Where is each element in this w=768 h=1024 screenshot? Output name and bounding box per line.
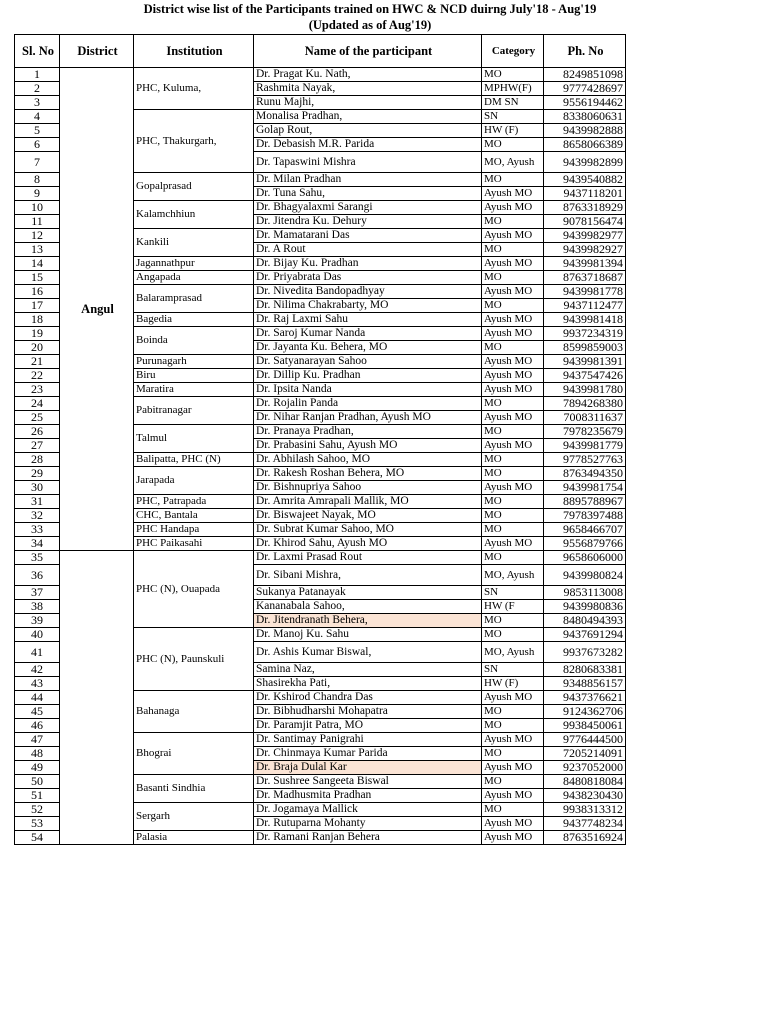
phone-cell: 8338060631 (544, 110, 626, 124)
sl-no-cell: 39 (15, 614, 60, 628)
phone-cell: 9437748234 (544, 817, 626, 831)
category-cell: Ayush MO (482, 789, 544, 803)
participant-name-cell: Dr. Kshirod Chandra Das (254, 691, 482, 705)
table-body (15, 68, 626, 845)
sl-no-cell: 19 (15, 327, 60, 341)
participant-name-cell: Dr. Jayanta Ku. Behera, MO (254, 341, 482, 355)
category-cell: HW (F) (482, 677, 544, 691)
phone-cell: 9438230430 (544, 789, 626, 803)
sl-no-cell: 31 (15, 495, 60, 509)
category-cell: MO (482, 243, 544, 257)
category-cell: HW (F (482, 600, 544, 614)
sl-no-cell: 49 (15, 761, 60, 775)
sl-no-cell: 28 (15, 453, 60, 467)
sl-no-cell: 26 (15, 425, 60, 439)
institution-cell: Jagannathpur (134, 257, 254, 271)
phone-cell: 9437112477 (544, 299, 626, 313)
category-cell: MO (482, 719, 544, 733)
category-cell: MO, Ayush (482, 565, 544, 586)
participant-name-cell: Dr. Rutuparna Mohanty (254, 817, 482, 831)
participant-name-cell: Dr. Khirod Sahu, Ayush MO (254, 537, 482, 551)
phone-cell: 9439982888 (544, 124, 626, 138)
participant-name-cell: Dr. Milan Pradhan (254, 173, 482, 187)
category-cell: Ayush MO (482, 229, 544, 243)
phone-cell: 9439982977 (544, 229, 626, 243)
participant-name-cell: Shasirekha Pati, (254, 677, 482, 691)
sl-no-cell: 35 (15, 551, 60, 565)
institution-cell: PHC, Thakurgarh, (134, 110, 254, 173)
category-cell: MO (482, 397, 544, 411)
sl-no-cell: 16 (15, 285, 60, 299)
district-cell: Angul (60, 68, 134, 551)
institution-cell: Kankili (134, 229, 254, 257)
sl-no-cell: 7 (15, 152, 60, 173)
sl-no-cell: 1 (15, 68, 60, 82)
participant-name-cell: Dr. Biswajeet Nayak, MO (254, 509, 482, 523)
category-cell: MO (482, 705, 544, 719)
sl-no-cell: 30 (15, 481, 60, 495)
participant-name-cell: Dr. Abhilash Sahoo, MO (254, 453, 482, 467)
institution-cell: Balipatta, PHC (N) (134, 453, 254, 467)
phone-cell: 8763516924 (544, 831, 626, 845)
phone-cell: 8763318929 (544, 201, 626, 215)
phone-cell: 9439981778 (544, 285, 626, 299)
phone-cell: 8249851098 (544, 68, 626, 82)
institution-cell: Basanti Sindhia (134, 775, 254, 803)
participant-name-cell: Dr. Mamatarani Das (254, 229, 482, 243)
participant-name-cell: Dr. Tuna Sahu, (254, 187, 482, 201)
sl-no-cell: 24 (15, 397, 60, 411)
participant-name-cell: Dr. Chinmaya Kumar Parida (254, 747, 482, 761)
institution-cell: PHC (N), Ouapada (134, 551, 254, 628)
sl-no-cell: 2 (15, 82, 60, 96)
participant-name-cell: Dr. Prabasini Sahu, Ayush MO (254, 439, 482, 453)
category-cell: DM SN (482, 96, 544, 110)
sl-no-cell: 29 (15, 467, 60, 481)
header-phone: Ph. No (544, 35, 626, 68)
sl-no-cell: 42 (15, 663, 60, 677)
category-cell: MO (482, 614, 544, 628)
category-cell: MPHW(F) (482, 82, 544, 96)
category-cell: Ayush MO (482, 257, 544, 271)
category-cell: Ayush MO (482, 831, 544, 845)
sl-no-cell: 38 (15, 600, 60, 614)
institution-cell: Pabitranagar (134, 397, 254, 425)
institution-cell: Boinda (134, 327, 254, 355)
table-row (15, 68, 626, 82)
category-cell: Ayush MO (482, 733, 544, 747)
category-cell: MO, Ayush (482, 642, 544, 663)
institution-cell: Maratira (134, 383, 254, 397)
phone-cell: 9853113008 (544, 586, 626, 600)
participant-name-cell: Monalisa Pradhan, (254, 110, 482, 124)
phone-cell: 9124362706 (544, 705, 626, 719)
sl-no-cell: 20 (15, 341, 60, 355)
sl-no-cell: 18 (15, 313, 60, 327)
participant-name-cell: Dr. Madhusmita Pradhan (254, 789, 482, 803)
category-cell: Ayush MO (482, 439, 544, 453)
category-cell: Ayush MO (482, 383, 544, 397)
header-district: District (60, 35, 134, 68)
category-cell: MO (482, 453, 544, 467)
phone-cell: 8480494393 (544, 614, 626, 628)
phone-cell: 8763718687 (544, 271, 626, 285)
category-cell: SN (482, 586, 544, 600)
phone-cell: 8763494350 (544, 467, 626, 481)
phone-cell: 9437376621 (544, 691, 626, 705)
title-line-1: District wise list of the Participants trained on HWC & NCD duirng July'18 - Aug'19 (143, 2, 597, 16)
phone-cell: 8658066389 (544, 138, 626, 152)
participant-name-cell: Dr. Nihar Ranjan Pradhan, Ayush MO (254, 411, 482, 425)
phone-cell: 9938450061 (544, 719, 626, 733)
participant-name-cell: Dr. Subrat Kumar Sahoo, MO (254, 523, 482, 537)
phone-cell: 9078156474 (544, 215, 626, 229)
sl-no-cell: 25 (15, 411, 60, 425)
participant-name-cell: Dr. Santimay Panigrahi (254, 733, 482, 747)
category-cell: Ayush MO (482, 411, 544, 425)
phone-cell: 9658466707 (544, 523, 626, 537)
category-cell: Ayush MO (482, 313, 544, 327)
category-cell: Ayush MO (482, 691, 544, 705)
participant-name-cell: Dr. Pragat Ku. Nath, (254, 68, 482, 82)
category-cell: MO (482, 425, 544, 439)
participant-name-cell: Sukanya Patanayak (254, 586, 482, 600)
category-cell: Ayush MO (482, 817, 544, 831)
participant-name-cell: Dr. Saroj Kumar Nanda (254, 327, 482, 341)
category-cell: Ayush MO (482, 481, 544, 495)
header-category: Category (482, 35, 544, 68)
participant-name-cell: Dr. Raj Laxmi Sahu (254, 313, 482, 327)
participant-name-cell: Dr. Braja Dulal Kar (254, 761, 482, 775)
sl-no-cell: 34 (15, 537, 60, 551)
participant-name-cell: Runu Majhi, (254, 96, 482, 110)
participant-name-cell: Dr. Sushree Sangeeta Biswal (254, 775, 482, 789)
header-participant-name: Name of the participant (254, 35, 482, 68)
institution-cell: Purunagarh (134, 355, 254, 369)
institution-cell: PHC, Patrapada (134, 495, 254, 509)
participant-name-cell: Dr. Amrita Amrapali Mallik, MO (254, 495, 482, 509)
sl-no-cell: 50 (15, 775, 60, 789)
participant-name-cell: Dr. Manoj Ku. Sahu (254, 628, 482, 642)
phone-cell: 9439981754 (544, 481, 626, 495)
phone-cell: 9439980836 (544, 600, 626, 614)
institution-cell: Bahanaga (134, 691, 254, 733)
phone-cell: 9937234319 (544, 327, 626, 341)
sl-no-cell: 46 (15, 719, 60, 733)
category-cell: MO (482, 341, 544, 355)
phone-cell: 9776444500 (544, 733, 626, 747)
category-cell: MO (482, 173, 544, 187)
institution-cell: Palasia (134, 831, 254, 845)
participant-name-cell: Kananabala Sahoo, (254, 600, 482, 614)
participant-name-cell: Dr. A Rout (254, 243, 482, 257)
sl-no-cell: 27 (15, 439, 60, 453)
phone-cell: 9439981780 (544, 383, 626, 397)
participant-name-cell: Dr. Ipsita Nanda (254, 383, 482, 397)
participant-name-cell: Dr. Sibani Mishra, (254, 565, 482, 586)
sl-no-cell: 51 (15, 789, 60, 803)
institution-cell: PHC Paikasahi (134, 537, 254, 551)
category-cell: MO (482, 803, 544, 817)
category-cell: Ayush MO (482, 327, 544, 341)
sl-no-cell: 3 (15, 96, 60, 110)
institution-cell: Bhograi (134, 733, 254, 775)
category-cell: MO (482, 523, 544, 537)
sl-no-cell: 13 (15, 243, 60, 257)
phone-cell: 8895788967 (544, 495, 626, 509)
sl-no-cell: 5 (15, 124, 60, 138)
sl-no-cell: 22 (15, 369, 60, 383)
participant-name-cell: Samina Naz, (254, 663, 482, 677)
category-cell: SN (482, 663, 544, 677)
table-row (15, 551, 626, 565)
participant-name-cell: Dr. Rakesh Roshan Behera, MO (254, 467, 482, 481)
sl-no-cell: 44 (15, 691, 60, 705)
category-cell: MO (482, 138, 544, 152)
institution-cell: PHC Handapa (134, 523, 254, 537)
category-cell: MO (482, 628, 544, 642)
category-cell: MO (482, 551, 544, 565)
institution-cell: Jarapada (134, 467, 254, 495)
phone-cell: 9348856157 (544, 677, 626, 691)
phone-cell: 7008311637 (544, 411, 626, 425)
sl-no-cell: 8 (15, 173, 60, 187)
sl-no-cell: 4 (15, 110, 60, 124)
sl-no-cell: 23 (15, 383, 60, 397)
category-cell: MO (482, 68, 544, 82)
participant-name-cell: Dr. Ramani Ranjan Behera (254, 831, 482, 845)
participant-name-cell: Dr. Rojalin Panda (254, 397, 482, 411)
phone-cell: 9439981418 (544, 313, 626, 327)
phone-cell: 9439981394 (544, 257, 626, 271)
participant-name-cell: Dr. Ashis Kumar Biswal, (254, 642, 482, 663)
institution-cell: Sergarh (134, 803, 254, 831)
sl-no-cell: 53 (15, 817, 60, 831)
document-title (60, 1, 680, 33)
category-cell: Ayush MO (482, 761, 544, 775)
participant-name-cell: Dr. Laxmi Prasad Rout (254, 551, 482, 565)
category-cell: HW (F) (482, 124, 544, 138)
phone-cell: 9556194462 (544, 96, 626, 110)
sl-no-cell: 17 (15, 299, 60, 313)
phone-cell: 9439982899 (544, 152, 626, 173)
category-cell: Ayush MO (482, 369, 544, 383)
phone-cell: 9777428697 (544, 82, 626, 96)
sl-no-cell: 32 (15, 509, 60, 523)
participant-name-cell: Dr. Jitendranath Behera, (254, 614, 482, 628)
institution-cell: Balaramprasad (134, 285, 254, 313)
phone-cell: 9556879766 (544, 537, 626, 551)
sl-no-cell: 47 (15, 733, 60, 747)
category-cell: MO (482, 271, 544, 285)
participant-name-cell: Dr. Tapaswini Mishra (254, 152, 482, 173)
sl-no-cell: 45 (15, 705, 60, 719)
sl-no-cell: 52 (15, 803, 60, 817)
phone-cell: 9439982927 (544, 243, 626, 257)
sl-no-cell: 6 (15, 138, 60, 152)
phone-cell: 9439981779 (544, 439, 626, 453)
category-cell: MO (482, 299, 544, 313)
participant-name-cell: Dr. Dillip Ku. Pradhan (254, 369, 482, 383)
phone-cell: 8599859003 (544, 341, 626, 355)
category-cell: MO (482, 775, 544, 789)
sl-no-cell: 14 (15, 257, 60, 271)
category-cell: MO (482, 495, 544, 509)
phone-cell: 9439980824 (544, 565, 626, 586)
phone-cell: 9439981391 (544, 355, 626, 369)
participant-name-cell: Dr. Nilima Chakrabarty, MO (254, 299, 482, 313)
sl-no-cell: 10 (15, 201, 60, 215)
phone-cell: 9437691294 (544, 628, 626, 642)
category-cell: Ayush MO (482, 201, 544, 215)
institution-cell: Biru (134, 369, 254, 383)
institution-cell: CHC, Bantala (134, 509, 254, 523)
institution-cell: PHC, Kuluma, (134, 68, 254, 110)
category-cell: Ayush MO (482, 187, 544, 201)
institution-cell: PHC (N), Paunskuli (134, 628, 254, 691)
phone-cell: 7205214091 (544, 747, 626, 761)
participant-name-cell: Dr. Bibhudharshi Mohapatra (254, 705, 482, 719)
participant-name-cell: Dr. Jogamaya Mallick (254, 803, 482, 817)
sl-no-cell: 15 (15, 271, 60, 285)
sl-no-cell: 41 (15, 642, 60, 663)
phone-cell: 7978235679 (544, 425, 626, 439)
phone-cell: 9439540882 (544, 173, 626, 187)
phone-cell: 9778527763 (544, 453, 626, 467)
phone-cell: 8280683381 (544, 663, 626, 677)
category-cell: MO (482, 509, 544, 523)
participant-name-cell: Dr. Satyanarayan Sahoo (254, 355, 482, 369)
sl-no-cell: 12 (15, 229, 60, 243)
phone-cell: 9237052000 (544, 761, 626, 775)
sl-no-cell: 36 (15, 565, 60, 586)
institution-cell: Angapada (134, 271, 254, 285)
sl-no-cell: 33 (15, 523, 60, 537)
category-cell: Ayush MO (482, 537, 544, 551)
sl-no-cell: 37 (15, 586, 60, 600)
phone-cell: 8480818084 (544, 775, 626, 789)
institution-cell: Bagedia (134, 313, 254, 327)
category-cell: MO, Ayush (482, 152, 544, 173)
sl-no-cell: 54 (15, 831, 60, 845)
phone-cell: 7894268380 (544, 397, 626, 411)
participants-table (14, 34, 626, 845)
sl-no-cell: 9 (15, 187, 60, 201)
header-row (15, 35, 626, 68)
category-cell: Ayush MO (482, 355, 544, 369)
category-cell: MO (482, 747, 544, 761)
phone-cell: 9437118201 (544, 187, 626, 201)
institution-cell: Talmul (134, 425, 254, 453)
category-cell: Ayush MO (482, 285, 544, 299)
phone-cell: 9658606000 (544, 551, 626, 565)
sl-no-cell: 11 (15, 215, 60, 229)
participant-name-cell: Dr. Paramjit Patra, MO (254, 719, 482, 733)
sl-no-cell: 21 (15, 355, 60, 369)
participant-name-cell: Dr. Bhagyalaxmi Sarangi (254, 201, 482, 215)
category-cell: SN (482, 110, 544, 124)
sl-no-cell: 43 (15, 677, 60, 691)
participant-name-cell: Rashmita Nayak, (254, 82, 482, 96)
participant-name-cell: Golap Rout, (254, 124, 482, 138)
phone-cell: 7978397488 (544, 509, 626, 523)
participant-name-cell: Dr. Nivedita Bandopadhyay (254, 285, 482, 299)
header-institution: Institution (134, 35, 254, 68)
title-line-2: (Updated as of Aug'19) (308, 18, 432, 32)
participant-name-cell: Dr. Pranaya Pradhan, (254, 425, 482, 439)
district-cell (60, 551, 134, 845)
participant-name-cell: Dr. Debasish M.R. Parida (254, 138, 482, 152)
phone-cell: 9938313312 (544, 803, 626, 817)
institution-cell: Gopalprasad (134, 173, 254, 201)
category-cell: MO (482, 215, 544, 229)
phone-cell: 9937673282 (544, 642, 626, 663)
header-sl-no: Sl. No (15, 35, 60, 68)
sl-no-cell: 48 (15, 747, 60, 761)
category-cell: MO (482, 467, 544, 481)
institution-cell: Kalamchhiun (134, 201, 254, 229)
participant-name-cell: Dr. Bijay Ku. Pradhan (254, 257, 482, 271)
participant-name-cell: Dr. Bishnupriya Sahoo (254, 481, 482, 495)
phone-cell: 9437547426 (544, 369, 626, 383)
participant-name-cell: Dr. Jitendra Ku. Dehury (254, 215, 482, 229)
sl-no-cell: 40 (15, 628, 60, 642)
participant-name-cell: Dr. Priyabrata Das (254, 271, 482, 285)
